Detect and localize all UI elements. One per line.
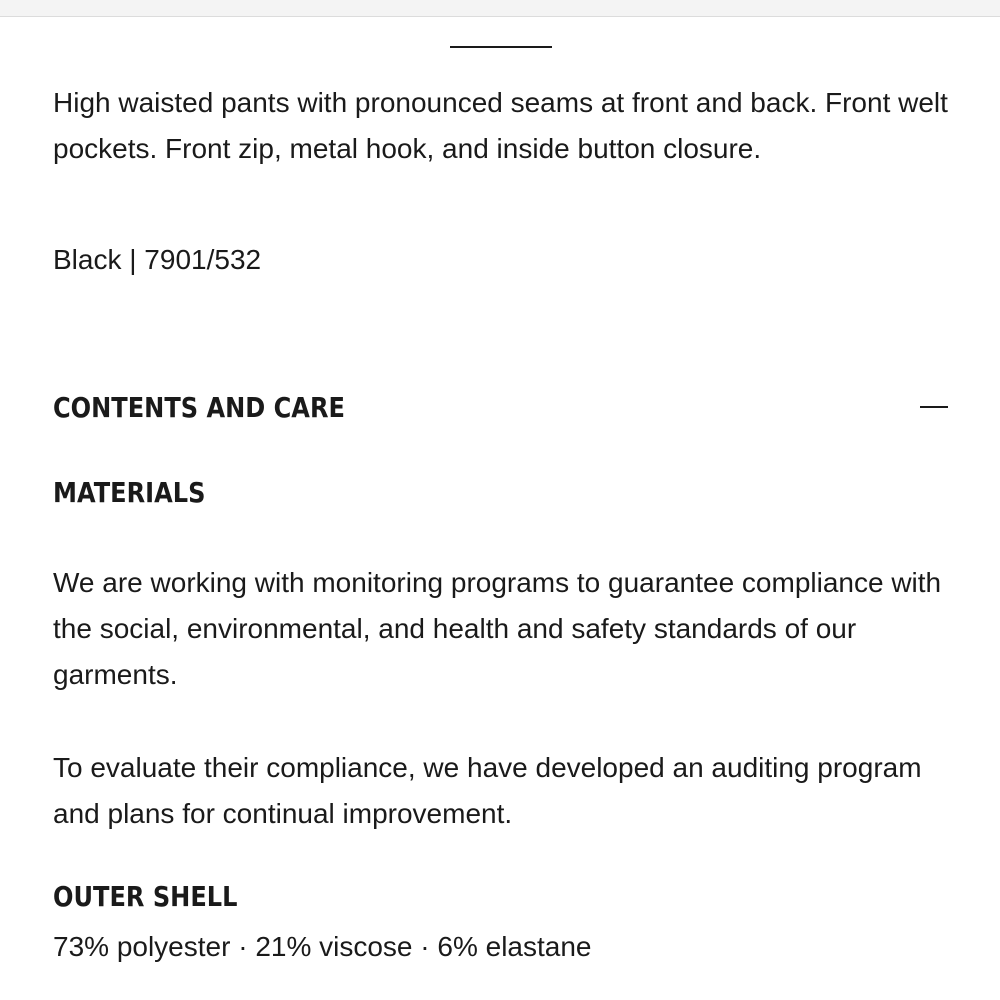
- outer-shell-title: OUTER SHELL: [53, 880, 238, 913]
- outer-shell-composition: 73% polyester · 21% viscose · 6% elastane: [53, 931, 592, 962]
- product-color-reference: Black | 7901/532: [53, 244, 262, 275]
- product-description: High waisted pants with pronounced seams at front and back. Front welt pockets. Front zip, metal hook, and inside button closure.: [53, 87, 948, 164]
- materials-paragraph: To evaluate their compliance, we have developed an auditing program and plans for continual improvement.: [53, 752, 922, 829]
- materials-paragraph: We are working with monitoring programs to guarantee compliance with the social, environmental, and health and safety standards of our garments.: [53, 567, 942, 690]
- contents-and-care-header[interactable]: [53, 382, 953, 432]
- contents-and-care-title: CONTENTS AND CARE: [53, 390, 345, 424]
- top-bar: [0, 0, 1000, 17]
- materials-title: MATERIALS: [53, 476, 206, 509]
- minus-icon[interactable]: [920, 406, 948, 408]
- sheet-drag-handle[interactable]: [450, 46, 552, 48]
